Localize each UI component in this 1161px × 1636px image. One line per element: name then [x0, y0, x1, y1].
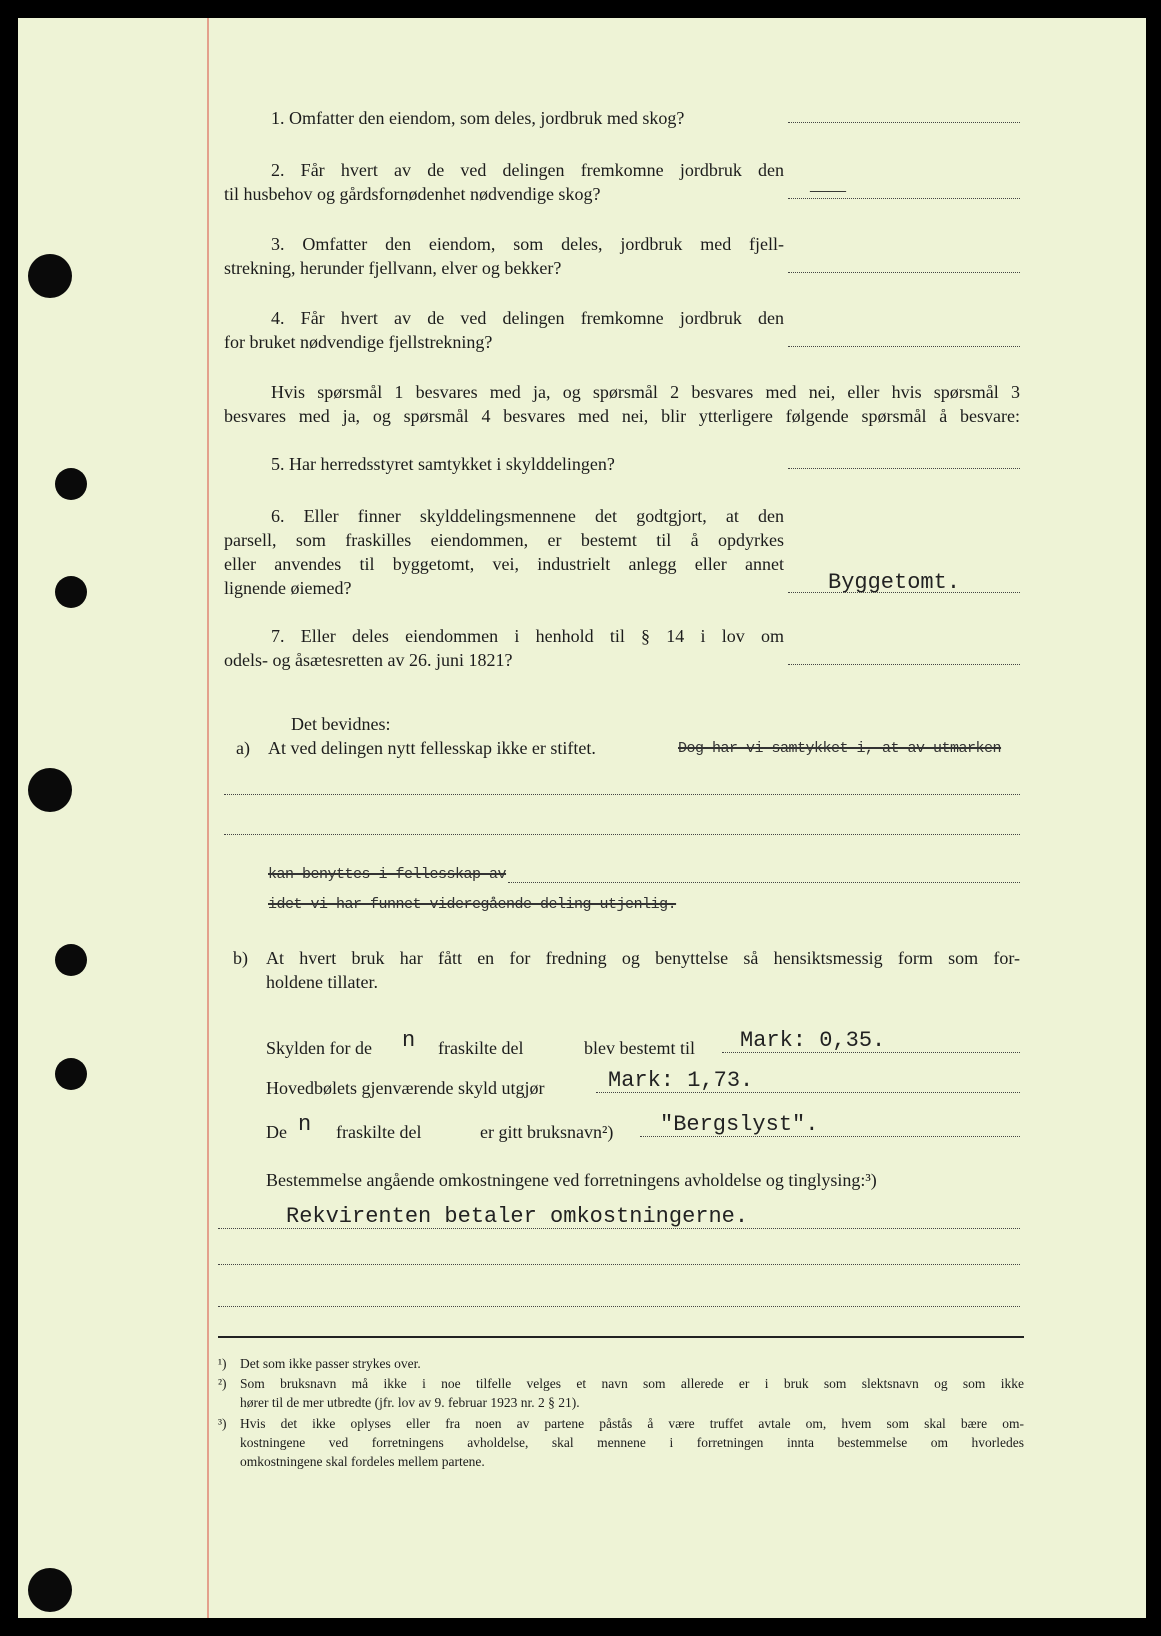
skyld-bestemt: blev bestemt til	[584, 1038, 695, 1058]
struck-dotted-line	[508, 882, 1020, 883]
document-page	[18, 18, 1146, 1618]
punch-hole	[55, 468, 87, 500]
bruksnavn-line	[640, 1136, 1020, 1137]
item-a-struck-text: Dog har vi samtykket i, at av utmarken	[678, 740, 1002, 757]
answer-line-5	[788, 468, 1020, 469]
answer-line-3	[788, 272, 1020, 273]
skyld-line	[722, 1052, 1020, 1053]
margin-rule	[207, 18, 209, 1618]
question-3-line-2: strekning, herunder fjellvann, elver og bekker?	[224, 258, 562, 278]
footnote-3-line-1: Hvis det ikke oplyses eller fra noen av partene påstås å være truffet avtale om, hvem som skal bære om-	[240, 1416, 1024, 1431]
hovedbol-label: Hovedbølets gjenværende skyld utgjør	[266, 1078, 545, 1098]
question-6-line-1: 6. Eller finner skylddelingsmennene det godtgjort, at den	[271, 506, 784, 526]
question-6-line-2: parsell, som fraskilles eiendommen, er bestemt til å opdyrkes	[224, 530, 784, 550]
punch-hole	[55, 1058, 87, 1090]
footnote-1: Det som ikke passer strykes over.	[240, 1356, 421, 1371]
footnote-2-mark: ²)	[218, 1376, 227, 1391]
punch-hole	[28, 254, 72, 298]
item-b-line-1: At hvert bruk har fått en for fredning og benyttelse så hensiktsmessig form som for-	[266, 948, 1020, 968]
question-4-line-1: 4. Får hvert av de ved delingen fremkomne jordbruk den	[271, 308, 784, 328]
question-4-line-2: for bruket nødvendige fjellstrekning?	[224, 332, 493, 352]
question-2-line-2: til husbehov og gårdsfornødenhet nødvendige skog?	[224, 184, 601, 204]
answer-2-dash: ——	[810, 180, 846, 200]
item-a-label: a)	[236, 738, 250, 758]
bruksnavn-fraskilte: fraskilte del	[336, 1122, 422, 1142]
skyld-label: Skylden for de	[266, 1038, 372, 1058]
item-b-label: b)	[233, 948, 248, 968]
answer-line-2	[788, 198, 1020, 199]
bruksnavn-value: "Bergslyst".	[660, 1112, 819, 1137]
footnote-2-line-1: Som bruksnavn må ikke i noe tilfelle velges et navn som allerede er i bruk som slektsnavn og som ikke	[240, 1376, 1024, 1391]
answer-line-4	[788, 346, 1020, 347]
answer-6-value: Byggetomt.	[828, 570, 961, 595]
item-b-line-2: holdene tillater.	[266, 972, 378, 992]
certification-heading: Det bevidnes:	[291, 714, 391, 734]
question-7-line-1: 7. Eller deles eiendommen i henhold til § 14 i lov om	[271, 626, 784, 646]
costs-line-3	[218, 1306, 1020, 1307]
bruksnavn-de: De	[266, 1122, 287, 1142]
answer-line-1	[788, 122, 1020, 123]
footnote-rule	[218, 1336, 1024, 1338]
question-6-line-4: lignende øiemed?	[224, 578, 352, 598]
punch-hole	[55, 944, 87, 976]
costs-line-2	[218, 1264, 1020, 1265]
bruksnavn-fill-n: n	[298, 1112, 312, 1137]
footnote-2-line-2: hører til de mer utbredte (jfr. lov av 9. februar 1923 nr. 2 § 21).	[240, 1395, 580, 1410]
answer-line-6	[788, 592, 1020, 593]
footnote-3-mark: ³)	[218, 1416, 227, 1431]
skyld-fraskilte: fraskilte del	[438, 1038, 524, 1058]
item-a-line-1	[224, 794, 1020, 795]
question-5: 5. Har herredsstyret samtykket i skylddelingen?	[271, 454, 615, 474]
question-7-line-2: odels- og åsætesretten av 26. juni 1821?	[224, 650, 513, 670]
question-2-line-1: 2. Får hvert av de ved delingen fremkomne jordbruk den	[271, 160, 784, 180]
struck-line-2: idet vi har funnet videregående deling utjenlig.	[268, 896, 677, 913]
struck-line-1: kan benyttes i fellesskap av	[268, 866, 507, 883]
bruksnavn-label: er gitt bruksnavn²)	[480, 1122, 614, 1142]
skyld-value: Mark: 0,35.	[740, 1028, 886, 1053]
item-a-text: At ved delingen nytt fellesskap ikke er stiftet.	[268, 738, 596, 758]
footnote-3-line-2: kostningene ved forretningens avholdelse, skal mennene i forretningen innta bestemmelse om hvorledes	[240, 1435, 1024, 1450]
footnote-3-line-3: omkostningene skal fordeles mellem partene.	[240, 1454, 485, 1469]
hovedbol-line	[596, 1092, 1020, 1093]
costs-value: Rekvirenten betaler omkostningerne.	[286, 1204, 749, 1229]
answer-line-7	[788, 664, 1020, 665]
punch-hole	[28, 1568, 72, 1612]
punch-hole	[55, 576, 87, 608]
question-6-line-3: eller anvendes til byggetomt, vei, industrielt anlegg eller annet	[224, 554, 784, 574]
hovedbol-value: Mark: 1,73.	[608, 1068, 754, 1093]
skyld-fill-n: n	[402, 1028, 416, 1053]
punch-hole	[28, 768, 72, 812]
costs-label: Bestemmelse angående omkostningene ved forretningens avholdelse og tinglysing:³)	[266, 1170, 877, 1190]
item-a-line-2	[224, 834, 1020, 835]
condition-line-1: Hvis spørsmål 1 besvares med ja, og spørsmål 2 besvares med nei, eller hvis spørsmål 3	[271, 382, 1020, 402]
condition-line-2: besvares med ja, og spørsmål 4 besvares med nei, blir ytterligere følgende spørsmål å besvare:	[224, 406, 1020, 426]
costs-line-1	[218, 1228, 1020, 1229]
question-3-line-1: 3. Omfatter den eiendom, som deles, jordbruk med fjell-	[271, 234, 784, 254]
footnote-1-mark: ¹)	[218, 1356, 227, 1371]
question-1: 1. Omfatter den eiendom, som deles, jordbruk med skog?	[271, 108, 685, 128]
